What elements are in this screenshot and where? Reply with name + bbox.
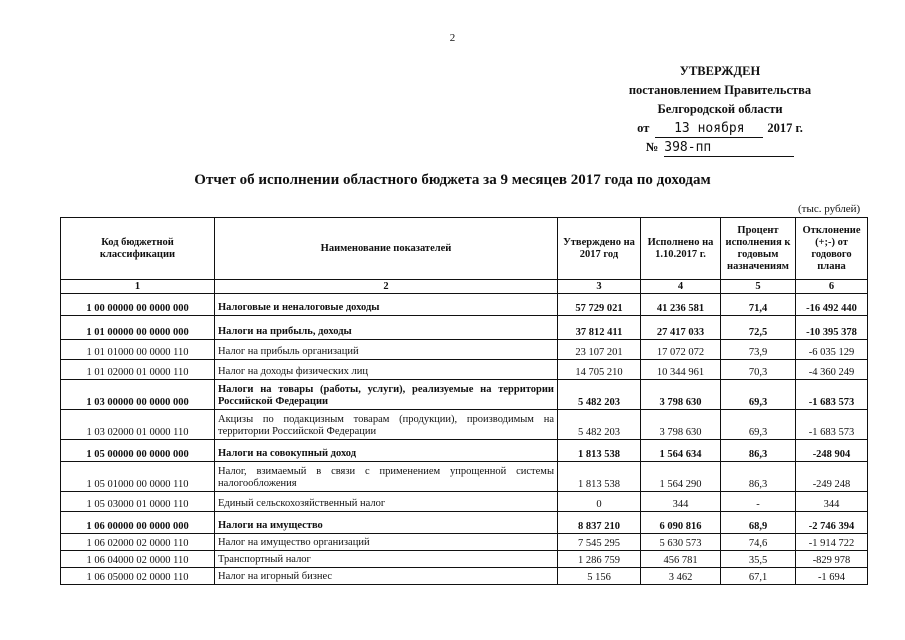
row-percent: 67,1 [721,568,796,585]
row-code: 1 06 04000 02 0000 110 [61,551,215,568]
row-deviation: -1 683 573 [796,410,868,440]
table-row [61,360,868,380]
row-name: Налог на прибыль организаций [215,340,558,360]
row-name: Налог на имущество организаций [215,534,558,551]
row-executed: 6 090 816 [641,512,721,534]
document-title: Отчет об исполнении областного бюджета за 9 месяцев 2017 года по доходам [194,172,711,188]
row-deviation: -4 360 249 [796,360,868,380]
header-approved: Утверждено на 2017 год [558,218,641,280]
column-number: 6 [796,280,868,294]
approval-line-2: Белгородской области [657,102,783,116]
table-row [61,440,868,462]
row-deviation: -2 746 394 [796,512,868,534]
table-row [61,410,868,440]
header-executed: Исполнено на 1.10.2017 г. [641,218,721,280]
approval-block [600,62,840,157]
row-executed: 3 798 630 [641,380,721,410]
approval-line-1: постановлением Правительства [628,83,812,97]
column-number: 2 [215,280,558,294]
row-approved: 23 107 201 [558,340,641,360]
row-name: Единый сельскохозяйственный налог [215,492,558,512]
row-code: 1 06 00000 00 0000 000 [61,512,215,534]
row-code: 1 01 00000 00 0000 000 [61,316,215,340]
row-deviation: -1 694 [796,568,868,585]
number-prefix: № [645,140,659,154]
row-executed: 10 344 961 [641,360,721,380]
approval-heading: УТВЕРЖДЕН [679,64,761,78]
row-percent: 73,9 [721,340,796,360]
row-name: Налоги на имущество [215,512,558,534]
row-name: Налоги на совокупный доход [215,440,558,462]
row-percent: 86,3 [721,440,796,462]
column-number-row [61,280,868,294]
row-name: Налоги на товары (работы, услуги), реализуемые на территории Российской Федерации [215,380,558,410]
row-percent: 71,4 [721,294,796,316]
row-executed: 3 798 630 [641,410,721,440]
table-header-row [61,218,868,280]
row-approved: 8 837 210 [558,512,641,534]
approval-number [600,138,840,157]
row-percent: 86,3 [721,462,796,492]
table-body [61,294,868,585]
row-executed: 456 781 [641,551,721,568]
table-row [61,462,868,492]
row-deviation: -10 395 378 [796,316,868,340]
date-prefix: от [637,121,650,135]
row-code: 1 06 05000 02 0000 110 [61,568,215,585]
row-deviation: -249 248 [796,462,868,492]
number-value: 398-пп [664,140,794,157]
row-approved: 1 813 538 [558,462,641,492]
column-number: 5 [721,280,796,294]
row-approved: 5 482 203 [558,380,641,410]
table-row [61,294,868,316]
page-number: 2 [449,32,456,44]
row-percent: 35,5 [721,551,796,568]
row-code: 1 05 01000 00 0000 110 [61,462,215,492]
table-row [61,316,868,340]
column-number: 1 [61,280,215,294]
revenue-table [60,217,868,585]
row-approved: 1 286 759 [558,551,641,568]
row-approved: 57 729 021 [558,294,641,316]
header-name: Наименование показателей [215,218,558,280]
row-executed: 41 236 581 [641,294,721,316]
row-percent: 72,5 [721,316,796,340]
row-deviation: -1 914 722 [796,534,868,551]
row-executed: 27 417 033 [641,316,721,340]
row-deviation: -829 978 [796,551,868,568]
table-row [61,551,868,568]
row-name: Налоговые и неналоговые доходы [215,294,558,316]
table-row [61,340,868,360]
row-deviation: -6 035 129 [796,340,868,360]
row-deviation: -1 683 573 [796,380,868,410]
table-row [61,534,868,551]
units-label: (тыс. рублей) [798,203,861,215]
table-row [61,380,868,410]
row-executed: 1 564 634 [641,440,721,462]
column-number: 4 [641,280,721,294]
row-percent: 68,9 [721,512,796,534]
table-row [61,568,868,585]
row-code: 1 06 02000 02 0000 110 [61,534,215,551]
row-name: Налог на доходы физических лиц [215,360,558,380]
row-approved: 7 545 295 [558,534,641,551]
row-code: 1 03 00000 00 0000 000 [61,380,215,410]
table-row [61,512,868,534]
row-percent: - [721,492,796,512]
row-deviation: -16 492 440 [796,294,868,316]
row-name: Акцизы по подакцизным товарам (продукции), производимым на территории Российской Федерации [215,410,558,440]
row-name: Транспортный налог [215,551,558,568]
row-percent: 69,3 [721,410,796,440]
date-year: 2017 г. [767,121,803,135]
row-executed: 17 072 072 [641,340,721,360]
column-number: 3 [558,280,641,294]
row-executed: 344 [641,492,721,512]
row-code: 1 05 00000 00 0000 000 [61,440,215,462]
row-approved: 14 705 210 [558,360,641,380]
row-name: Налог, взимаемый в связи с применением упрощенной системы налогообложения [215,462,558,492]
row-percent: 70,3 [721,360,796,380]
row-approved: 1 813 538 [558,440,641,462]
header-percent: Процент исполнения к годовым назначениям [721,218,796,280]
row-approved: 37 812 411 [558,316,641,340]
row-code: 1 01 01000 00 0000 110 [61,340,215,360]
row-approved: 0 [558,492,641,512]
row-executed: 5 630 573 [641,534,721,551]
row-approved: 5 482 203 [558,410,641,440]
row-code: 1 01 02000 01 0000 110 [61,360,215,380]
row-approved: 5 156 [558,568,641,585]
row-percent: 69,3 [721,380,796,410]
header-deviation: Отклонение (+;-) от годового плана [796,218,868,280]
table-row [61,492,868,512]
date-value: 13 ноября [655,121,763,138]
row-name: Налоги на прибыль, доходы [215,316,558,340]
row-deviation: 344 [796,492,868,512]
row-percent: 74,6 [721,534,796,551]
header-code: Код бюджетной классификации [61,218,215,280]
row-name: Налог на игорный бизнес [215,568,558,585]
row-executed: 1 564 290 [641,462,721,492]
approval-date [600,119,840,138]
row-code: 1 05 03000 01 0000 110 [61,492,215,512]
row-code: 1 03 02000 01 0000 110 [61,410,215,440]
row-executed: 3 462 [641,568,721,585]
row-code: 1 00 00000 00 0000 000 [61,294,215,316]
row-deviation: -248 904 [796,440,868,462]
